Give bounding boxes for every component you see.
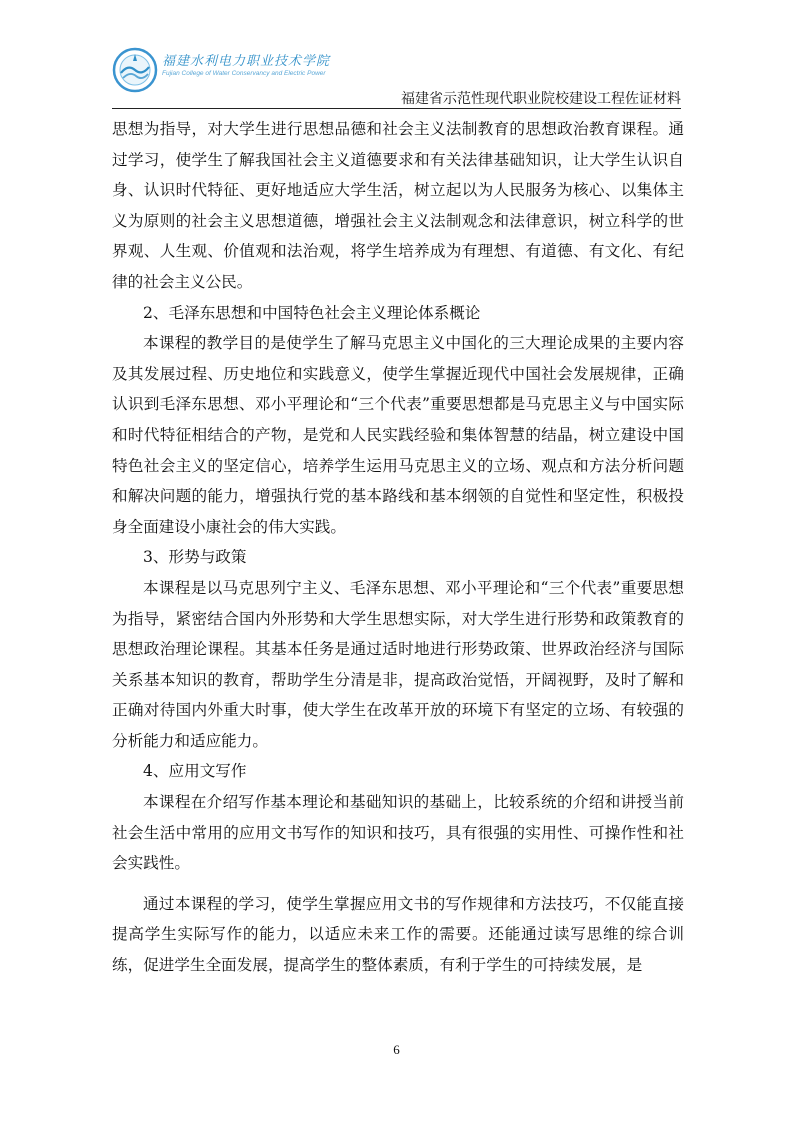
paragraph-section-4b: 通过本课程的学习，使学生掌握应用文书的写作规律和方法技巧，不仅能直接提高学生实际写作的能力，以适应未来工作的需要。还能通过读写思维的综合训练，促进学生全面发展，提高学生的整体素质，有利于学生的可持续发展，是 xyxy=(112,894,684,975)
page-header xyxy=(0,0,793,112)
college-name-logotype xyxy=(162,50,342,77)
section-heading-4: 4、应用文写作 xyxy=(143,762,247,781)
paragraph-section-4a: 本课程在介绍写作基本理论和基础知识的基础上，比较系统的介绍和讲授当前社会生活中常用的应用文书写作的知识和技巧，具有很强的实用性、可操作性和社会实践性。 xyxy=(112,793,684,873)
document-body xyxy=(112,114,684,981)
paragraph-section-3: 本课程是以马克思列宁主义、毛泽东思想、邓小平理论和“三个代表”重要思想为指导，紧密结合国内外形势和大学生思想实际，对大学生进行形势和政策教育的思想政治理论课程。其基本任务是通过适时地进行形势政策、世界政治经济与国际关系基本知识的教育，帮助学生分清是非，提高政治觉悟，开阔视野，及时了解和正确对待国内外重大时事，使大学生在改革开放的环境下有坚定的立场、有较强的分析能力和适应能力。 xyxy=(112,578,684,750)
college-logo-icon xyxy=(112,47,158,93)
section-heading-2: 2、毛泽东思想和中国特色社会主义理论体系概论 xyxy=(143,303,481,322)
document-header-title: 福建省示范性现代职业院校建设工程佐证材料 xyxy=(401,91,681,107)
section-heading-3: 3、形势与政策 xyxy=(143,548,247,567)
college-name-en: Fujian College of Water Conservancy and Electric Power xyxy=(162,70,326,77)
page-number: 6 xyxy=(393,1042,400,1057)
paragraph-continuation: 思想为指导，对大学生进行思想品德和社会主义法制教育的思想政治教育课程。通过学习，使学生了解我国社会主义道德要求和有关法律基础知识，让大学生认识自身、认识时代特征、更好地适应大学生活，树立起以为人民服务为核心、以集体主义为原则的社会主义思想道德，增强社会主义法制观念和法律意识，树立科学的世界观、人生观、价值观和法治观，将学生培养成为有理想、有道德、有文化、有纪律的社会主义公民。 xyxy=(112,120,684,291)
header-divider xyxy=(112,108,681,109)
college-name-cn: 福建水利电力职业技术学院 xyxy=(162,54,331,69)
paragraph-section-2: 本课程的教学目的是使学生了解马克思主义中国化的三大理论成果的主要内容及其发展过程、历史地位和实践意义，使学生掌握近现代中国社会发展规律，正确认识到毛泽东思想、邓小平理论和“三个代表”重要思想都是马克思主义与中国实际和时代特征相结合的产物，是党和人民实践经验和集体智慧的结晶，树立建设中国特色社会主义的坚定信心，培养学生运用马克思主义的立场、观点和方法分析问题和解决问题的能力，增强执行党的基本路线和基本纲领的自觉性和坚定性，积极投身全面建设小康社会的伟大实践。 xyxy=(112,334,684,536)
